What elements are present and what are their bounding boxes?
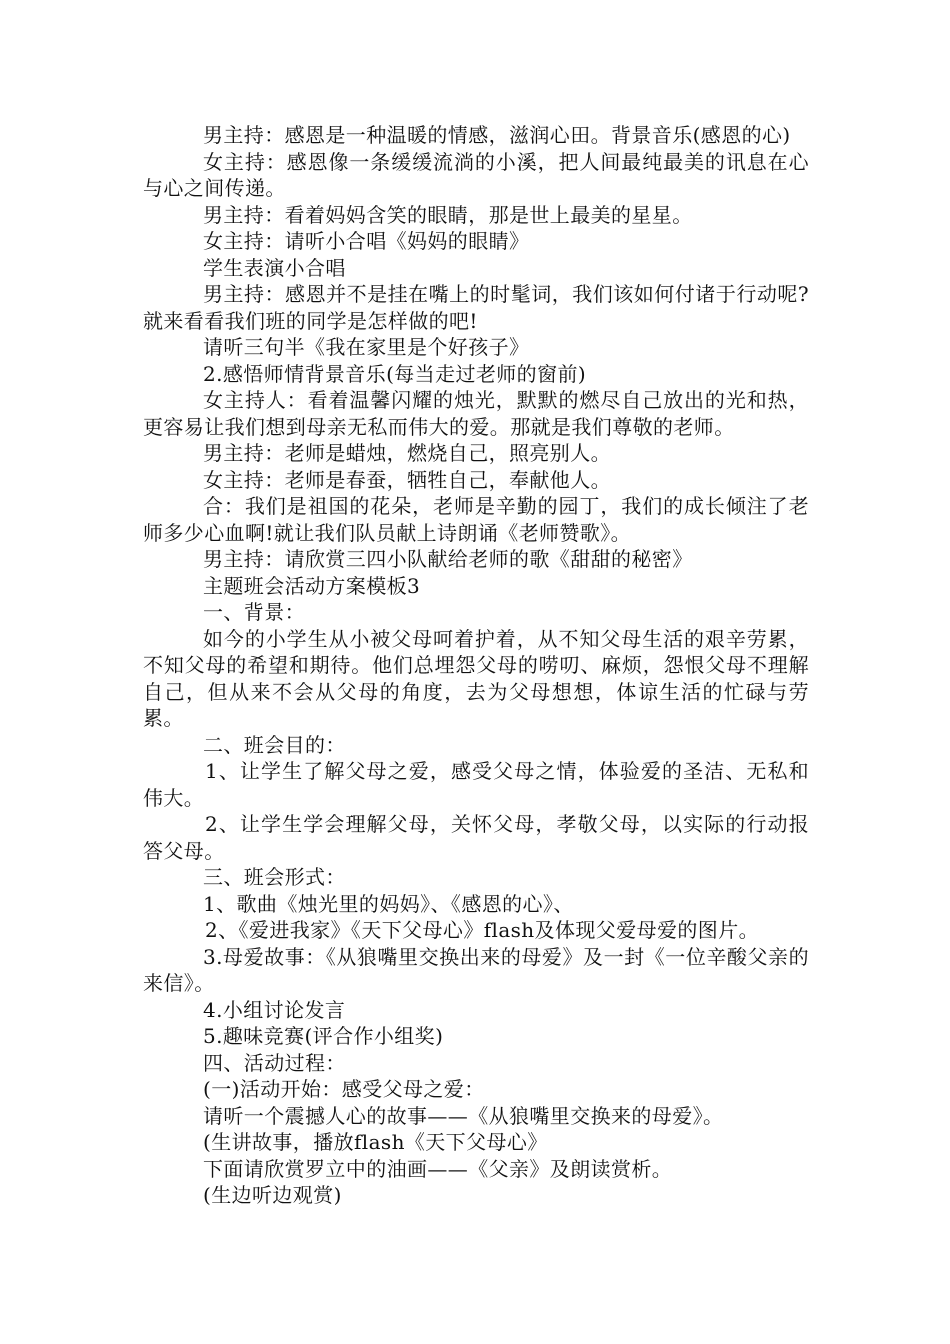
paragraph-2: 女主持：感恩像一条缓缓流淌的小溪，把人间最纯最美的讯息在心与心之间传递。 — [143, 149, 809, 200]
purpose-item-2: 2、让学生学会理解父母，关怀父母，孝敬父母，以实际的行动报答父母。 — [143, 812, 809, 863]
paragraph-9: 女主持人：看着温馨闪耀的烛光，默默的燃尽自己放出的光和热，更容易让我们想到母亲无私而伟大的爱。那就是我们尊敬的老师。 — [143, 388, 809, 439]
heading-background: 一、背景： — [203, 600, 305, 624]
format-item-1: 1、歌曲《烛光里的妈妈》、《感恩的心》、 — [203, 891, 574, 916]
process-line-4: 下面请欣赏罗立中的油画——《父亲》及朗读赏析。 — [203, 1156, 673, 1181]
format-item-4: 4.小组讨论发言 — [203, 997, 346, 1022]
process-line-2: 请听一个震撼人心的故事——《从狼嘴里交换来的母爱》。 — [203, 1103, 724, 1128]
paragraph-7: 请听三句半《我在家里是个好孩子》 — [203, 335, 530, 359]
paragraph-11: 女主持：老师是春蚕，牺牲自己，奉献他人。 — [203, 467, 611, 492]
process-line-5: (生边听边观赏) — [203, 1183, 342, 1207]
paragraph-5: 学生表演小合唱 — [203, 255, 346, 280]
paragraph-6: 男主持：感恩并不是挂在嘴上的时髦词，我们该如何付诸于行动呢?就来看看我们班的同学是怎样做的吧! — [143, 282, 809, 333]
heading-purpose: 二、班会目的： — [203, 732, 346, 757]
paragraph-1: 男主持：感恩是一种温暖的情感，滋润心田。背景音乐(感恩的心) — [203, 123, 791, 147]
document-body — [143, 122, 809, 1209]
heading-format: 三、班会形式： — [203, 865, 346, 889]
format-item-3: 3.母爱故事：《从狼嘴里交换出来的母爱》及一封《一位辛酸父亲的来信》。 — [143, 944, 809, 995]
process-step-1: (一)活动开始：感受父母之爱： — [203, 1077, 485, 1101]
process-line-3: (生讲故事，播放flash《天下父母心》 — [203, 1130, 548, 1154]
section-title: 主题班会活动方案模板3 — [203, 573, 421, 598]
heading-process: 四、活动过程： — [203, 1050, 346, 1075]
paragraph-12: 合：我们是祖国的花朵，老师是辛勤的园丁，我们的成长倾注了老师多少心血啊!就让我们队员献上诗朗诵《老师赞歌》。 — [143, 494, 809, 545]
format-item-5: 5.趣味竞赛(评合作小组奖) — [203, 1024, 444, 1048]
paragraph-4: 女主持：请听小合唱《妈妈的眼睛》 — [203, 229, 530, 253]
paragraph-3: 男主持：看着妈妈含笑的眼睛，那是世上最美的星星。 — [203, 202, 693, 227]
paragraph-8: 2.感悟师情背景音乐(每当走过老师的窗前) — [203, 361, 587, 386]
format-item-2: 2、《爱进我家》《天下父母心》flash及体现父爱母爱的图片。 — [205, 918, 759, 942]
paragraph-10: 男主持：老师是蜡烛，燃烧自己，照亮别人。 — [203, 441, 611, 465]
purpose-item-1: 1、让学生了解父母之爱，感受父母之情，体验爱的圣洁、无私和伟大。 — [143, 759, 809, 810]
paragraph-background: 如今的小学生从小被父母呵着护着，从不知父母生活的艰辛劳累，不知父母的希望和期待。他们总埋怨父母的唠叨、麻烦，怨恨父母不理解自己，但从来不会从父母的角度，去为父母想想，体谅生活的忙碌与劳累。 — [143, 626, 809, 730]
paragraph-13: 男主持：请欣赏三四小队献给老师的歌《甜甜的秘密》 — [203, 547, 693, 571]
